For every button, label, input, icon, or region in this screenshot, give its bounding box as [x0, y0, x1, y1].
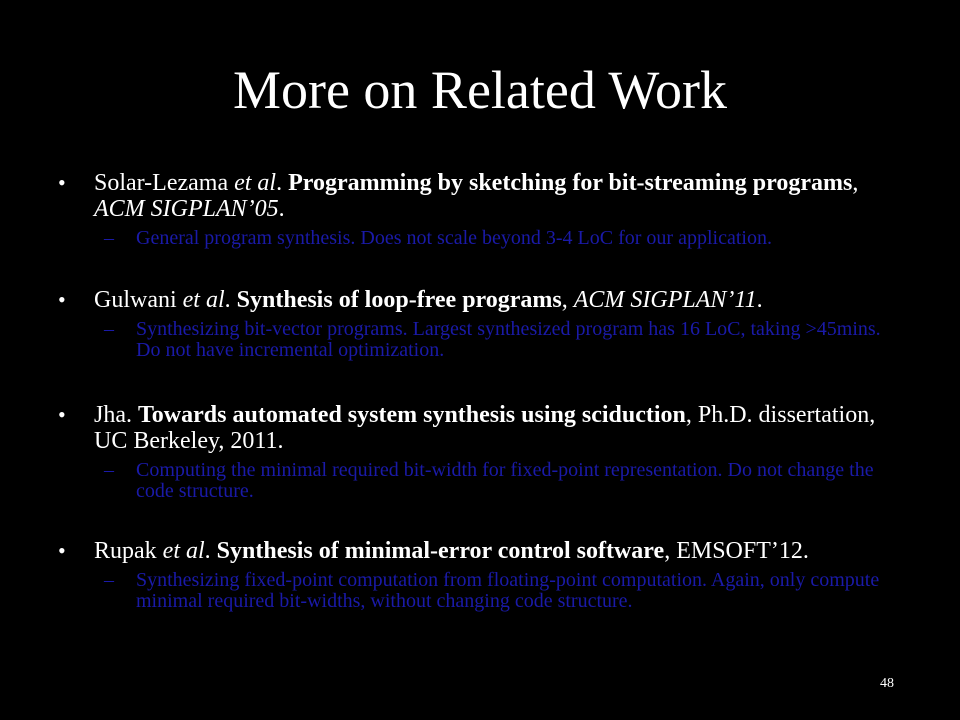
reference-etal: et al	[234, 170, 277, 196]
reference-paper-title: Programming by sketching for bit-streaming programs	[288, 170, 853, 196]
reference-text	[94, 402, 908, 454]
reference-paper-title: Synthesis of loop-free programs	[236, 287, 562, 313]
dash-icon: –	[104, 459, 114, 481]
reference-note-text: Synthesizing bit-vector programs. Largest synthesized program has 16 LoC, taking >45mins. Do not have incremental optimization.	[136, 318, 881, 361]
reference-note-text: Synthesizing fixed-point computation from floating-point computation. Again, only compute minimal required bit-widths, without changing code structure.	[136, 569, 880, 612]
page-number: 48	[880, 676, 894, 691]
reference-text	[94, 170, 908, 222]
reference-etal: et al	[182, 287, 225, 313]
bullet-icon: •	[58, 287, 66, 312]
reference-authors: Solar-Lezama	[94, 170, 235, 196]
reference-note-text: Computing the minimal required bit-width for fixed-point representation. Do not change the code structure.	[136, 459, 874, 502]
reference-separator: ,	[852, 170, 859, 196]
reference-entry-1	[58, 170, 908, 249]
bullet-icon: •	[58, 538, 66, 563]
reference-rest: .	[756, 287, 763, 313]
reference-separator: .	[276, 170, 289, 196]
dash-icon: –	[104, 318, 114, 340]
reference-authors: Jha	[94, 402, 126, 428]
reference-text	[94, 287, 908, 313]
reference-note	[94, 319, 908, 361]
reference-authors: Gulwani	[94, 287, 183, 313]
reference-paper-title: Synthesis of minimal-error control software	[216, 538, 665, 564]
reference-entry-3	[58, 402, 908, 502]
reference-etal: et al	[162, 538, 205, 564]
reference-entry-2	[58, 287, 908, 361]
reference-note	[94, 570, 908, 612]
reference-venue: ACM SIGPLAN’05	[94, 196, 279, 222]
reference-venue: ACM SIGPLAN’11	[573, 287, 757, 313]
bullet-icon: •	[58, 402, 66, 427]
reference-note	[94, 460, 908, 502]
reference-separator: ,	[685, 402, 698, 428]
reference-separator: ,	[561, 287, 574, 313]
slide-title: More on Related Work	[232, 60, 728, 120]
reference-rest: Ph.D. dissertation, UC Berkeley, 2011.	[94, 402, 876, 454]
bullet-icon: •	[58, 170, 66, 195]
reference-entry-4	[58, 538, 908, 612]
reference-authors: Rupak	[94, 538, 163, 564]
reference-separator: ,	[664, 538, 677, 564]
dash-icon: –	[104, 227, 114, 249]
reference-rest: .	[278, 196, 285, 222]
reference-rest: EMSOFT’12.	[676, 538, 809, 564]
reference-text	[94, 538, 908, 564]
reference-separator: .	[224, 287, 237, 313]
reference-note-text: General program synthesis. Does not scale beyond 3-4 LoC for our application.	[136, 227, 772, 249]
dash-icon: –	[104, 569, 114, 591]
reference-separator: .	[126, 402, 138, 428]
reference-note	[94, 228, 908, 249]
reference-separator: .	[204, 538, 217, 564]
reference-paper-title: Towards automated system synthesis using sciduction	[138, 402, 686, 428]
